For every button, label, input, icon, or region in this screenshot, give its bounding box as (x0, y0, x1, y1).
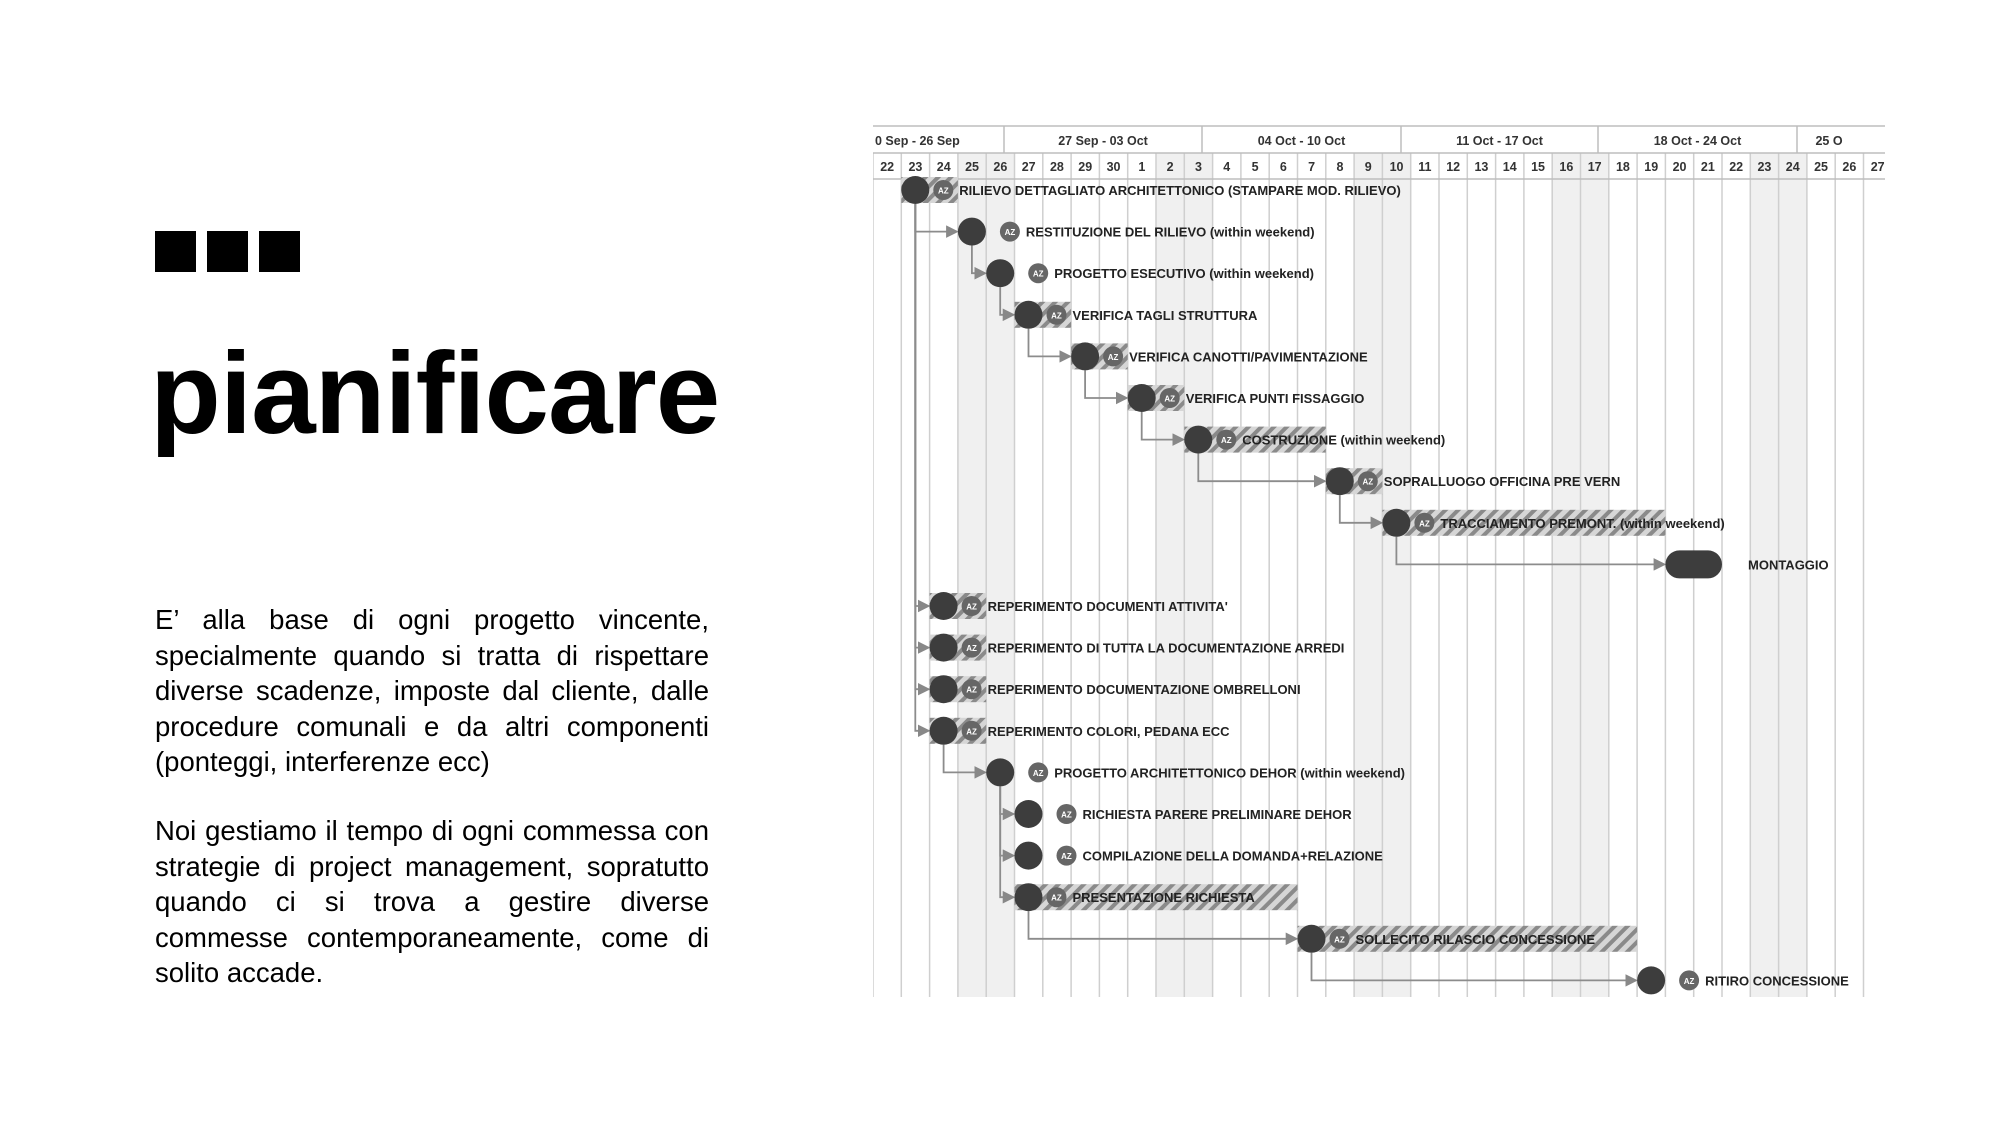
dependency-arrow (915, 204, 928, 689)
task-label: RESTITUZIONE DEL RILIEVO (within weekend) (1025, 224, 1315, 240)
assignee-initials: AZ (1220, 436, 1232, 446)
task-label: MONTAGGIO (1748, 557, 1829, 573)
task-label: SOLLECITO RILASCIO CONCESSIONE (1355, 931, 1596, 947)
day-label: 27 (1021, 160, 1036, 174)
task-progress-dot (958, 218, 986, 246)
task-label: PROGETTO ARCHITETTONICO DEHOR (within weekend) (1054, 765, 1405, 781)
gantt-task (958, 218, 1315, 246)
dependency-arrow (1396, 537, 1664, 565)
day-label: 5 (1251, 160, 1259, 174)
task-progress-dot (1071, 342, 1099, 370)
task-progress-dot (930, 675, 958, 703)
weekend-column (1354, 153, 1382, 997)
task-label: COSTRUZIONE (within weekend) (1242, 432, 1446, 448)
weekend-column (1779, 153, 1807, 997)
management-paragraph: Noi gestiamo il tempo di ogni commessa con strategie di project management, sopratutto quando ci si trova a gestire diverse commesse contemporaneamente, come di solito accade. (155, 815, 709, 988)
gantt-task (1015, 883, 1298, 911)
assignee-initials: AZ (1164, 394, 1176, 404)
weekend-column (1581, 153, 1609, 997)
day-label: 25 (965, 160, 980, 174)
assignee-initials: AZ (966, 727, 977, 737)
week-label: 18 Oct - 24 Oct (1653, 134, 1742, 148)
dependency-arrow (915, 204, 957, 232)
assignee-initials: AZ (1004, 228, 1016, 238)
day-label: 20 (1672, 160, 1687, 174)
task-progress-dot (986, 259, 1014, 287)
task-progress-dot (901, 176, 929, 204)
day-label: 16 (1559, 160, 1574, 174)
day-label: 30 (1106, 160, 1121, 174)
day-label: 18 (1615, 160, 1630, 174)
week-label: 25 O (1815, 134, 1843, 148)
assignee-initials: AZ (1683, 976, 1695, 986)
dependency-arrow (1029, 329, 1071, 357)
task-label: REPERIMENTO DOCUMENTI ATTIVITA' (987, 599, 1228, 614)
task-label: TRACCIAMENTO PREMONT. (within weekend) (1440, 515, 1725, 531)
day-label: 25 (1814, 160, 1829, 174)
square-1 (155, 231, 196, 272)
gantt-task (930, 675, 1301, 703)
task-label: SOPRALLUOGO OFFICINA PRE VERN (1383, 474, 1621, 490)
day-label: 27 (1870, 160, 1885, 174)
day-label: 19 (1644, 160, 1659, 174)
square-3 (259, 231, 300, 272)
task-label: VERIFICA PUNTI FISSAGGIO (1185, 391, 1365, 406)
day-label: 14 (1502, 160, 1517, 174)
task-label: VERIFICA TAGLI STRUTTURA (1072, 307, 1258, 323)
task-progress-dot (1298, 925, 1326, 953)
task-progress-dot (1184, 426, 1212, 454)
day-label: 12 (1446, 160, 1461, 174)
gantt-task (1382, 509, 1724, 537)
gantt-task (1637, 966, 1849, 994)
assignee-initials: AZ (1061, 852, 1072, 862)
gantt-task (1015, 301, 1258, 329)
task-progress-dot (1382, 509, 1410, 537)
dependency-arrow (915, 204, 928, 731)
week-label: 0 Sep - 26 Sep (875, 134, 960, 148)
assignee-initials: AZ (1362, 477, 1374, 487)
day-label: 29 (1078, 160, 1093, 174)
task-progress-dot (930, 592, 958, 620)
task-label: REPERIMENTO DI TUTTA LA DOCUMENTAZIONE ARREDI (987, 640, 1345, 656)
day-label: 23 (908, 160, 923, 174)
day-label: 22 (1729, 160, 1744, 174)
assignee-initials: AZ (1032, 768, 1044, 778)
weekend-column (1750, 153, 1778, 997)
gantt-chart (873, 125, 1885, 997)
day-label: 26 (993, 160, 1008, 174)
assignee-initials: AZ (1061, 810, 1072, 820)
day-label: 2 (1166, 160, 1174, 174)
assignee-initials: AZ (1334, 935, 1345, 945)
day-label: 6 (1279, 160, 1287, 174)
assignee-initials: AZ (1032, 269, 1044, 279)
assignee-initials: AZ (1419, 519, 1430, 529)
day-label: 10 (1389, 160, 1404, 174)
day-label: 24 (936, 160, 951, 174)
dependency-arrow (1085, 370, 1127, 398)
day-label: 23 (1757, 160, 1772, 174)
day-label: 28 (1049, 160, 1064, 174)
assignee-initials: AZ (937, 186, 949, 196)
day-label: 24 (1785, 160, 1800, 174)
assignee-initials: AZ (1051, 893, 1062, 903)
assignee-initials: AZ (1107, 352, 1119, 362)
day-label: 8 (1336, 160, 1344, 174)
week-label: 27 Sep - 03 Oct (1058, 134, 1148, 148)
task-progress-dot (1015, 301, 1043, 329)
assignee-initials: AZ (966, 685, 977, 695)
week-label: 04 Oct - 10 Oct (1257, 134, 1346, 148)
gantt-task (1298, 925, 1638, 953)
gantt-grid (873, 153, 1885, 997)
assignee-initials: AZ (966, 644, 977, 654)
day-label: 22 (880, 160, 895, 174)
decorative-squares (155, 231, 300, 272)
task-label: VERIFICA CANOTTI/PAVIMENTAZIONE (1129, 349, 1368, 365)
weekend-column (1552, 153, 1580, 997)
task-label: REPERIMENTO DOCUMENTAZIONE OMBRELLONI (987, 682, 1301, 698)
dependency-arrow (915, 204, 928, 648)
assignee-initials: AZ (966, 602, 977, 612)
week-label: 11 Oct - 17 Oct (1456, 134, 1543, 148)
gantt-task (1071, 342, 1368, 370)
intro-paragraph: E’ alla base di ogni progetto vincente, specialmente quando si tratta di rispettare diverse scadenze, imposte dal cliente, dalle procedure comunali e da altri componenti (ponteggi, interferenze ecc) (155, 604, 709, 777)
square-2 (207, 231, 248, 272)
day-label: 7 (1308, 160, 1316, 174)
day-label: 1 (1138, 160, 1146, 174)
day-label: 9 (1364, 160, 1372, 174)
day-label: 26 (1842, 160, 1857, 174)
task-label: REPERIMENTO COLORI, PEDANA ECC (987, 723, 1230, 739)
weekend-column (1382, 153, 1410, 997)
task-progress-dot (1637, 966, 1665, 994)
day-label: 15 (1531, 160, 1546, 174)
task-progress-dot (1015, 842, 1043, 870)
task-progress-dot (1015, 800, 1043, 828)
weekend-column (958, 153, 986, 997)
day-label: 17 (1587, 160, 1602, 174)
task-label: PROGETTO ESECUTIVO (within weekend) (1054, 266, 1314, 282)
page-title: pianificare (150, 328, 720, 458)
day-label: 3 (1194, 160, 1202, 174)
dependency-arrow (1198, 454, 1325, 482)
dependency-arrow (915, 204, 928, 606)
task-progress-dot (1128, 384, 1156, 412)
day-label: 4 (1223, 160, 1231, 174)
task-progress-dot (1015, 883, 1043, 911)
task-progress-dot (930, 634, 958, 662)
task-progress-dot (1326, 467, 1354, 495)
gantt-task (1128, 384, 1365, 412)
task-progress-dot (986, 758, 1014, 786)
task-progress-dot (930, 717, 958, 745)
task-label: RILIEVO DETTAGLIATO ARCHITETTONICO (STAMPARE MOD. RILIEVO) (959, 183, 1401, 198)
task-label: RICHIESTA PARERE PRELIMINARE DEHOR (1082, 807, 1352, 822)
task-label: RITIRO CONCESSIONE (1705, 973, 1849, 989)
day-label: 21 (1700, 160, 1715, 174)
task-label: COMPILAZIONE DELLA DOMANDA+RELAZIONE (1082, 848, 1383, 864)
day-label: 11 (1418, 160, 1432, 174)
gantt-task (986, 259, 1314, 287)
task-label: PRESENTAZIONE RICHIESTA (1072, 890, 1255, 906)
day-label: 13 (1474, 160, 1489, 174)
task-bar (1665, 550, 1722, 578)
assignee-initials: AZ (1051, 311, 1062, 321)
